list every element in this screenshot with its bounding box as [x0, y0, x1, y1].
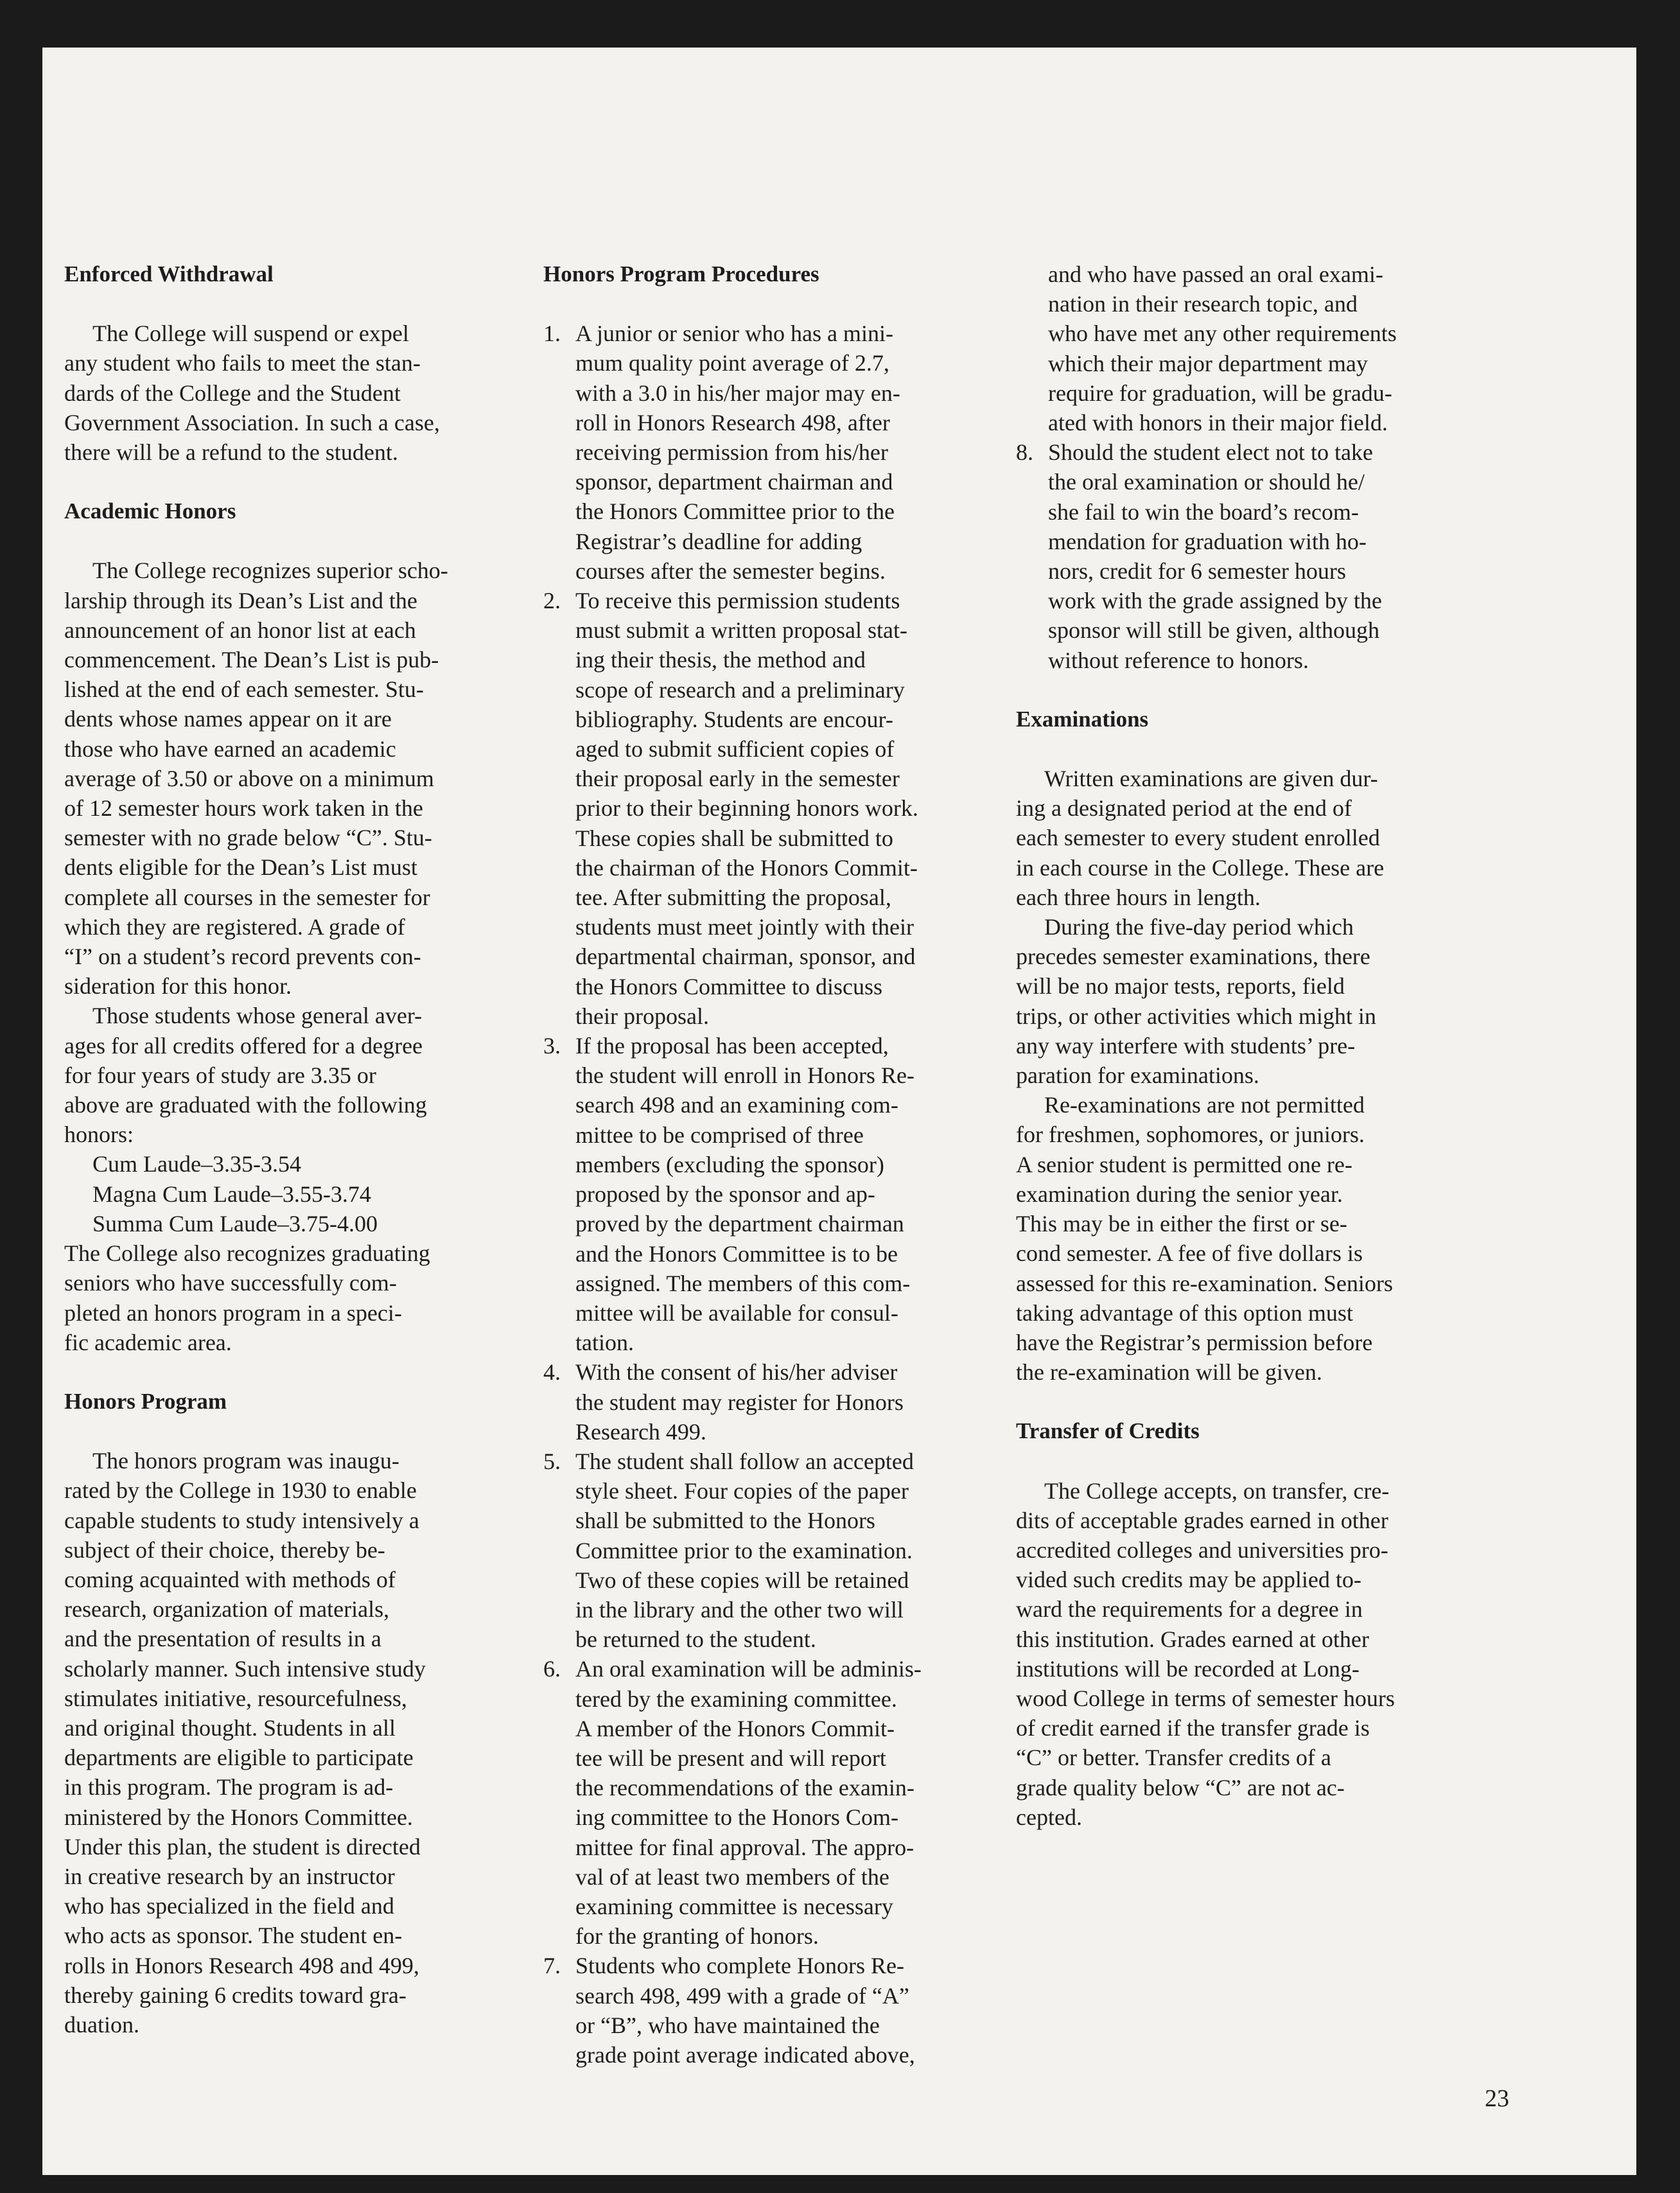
text-line: the student may register for Honors: [575, 1389, 904, 1415]
procedure-item-7-continued: [1016, 260, 1504, 437]
text-line: have the Registrar’s permission before: [1016, 1329, 1373, 1355]
procedure-number: 7.: [543, 1953, 561, 1979]
text-line: pleted an honors program in a speci-: [64, 1299, 402, 1326]
text-line: mittee will be available for consul-: [575, 1299, 898, 1326]
text-line: accredited colleges and universities pro-: [1016, 1537, 1388, 1563]
text-line: An oral examination will be adminis-: [575, 1656, 922, 1682]
text-line: “C” or better. Transfer credits of a: [1016, 1745, 1331, 1771]
text-line: precedes semester examinations, there: [1016, 944, 1370, 970]
text-line: lished at the end of each semester. Stu-: [64, 676, 424, 703]
paragraph-transfer-of-credits: [1016, 1476, 1504, 1832]
text-line: search 498, 499 with a grade of “A”: [575, 1982, 909, 2009]
text-line: sideration for this honor.: [64, 973, 292, 1000]
text-line: each three hours in length.: [1016, 884, 1261, 910]
text-line: any student who fails to meet the stan-: [64, 350, 421, 376]
text-line: To receive this permission students: [575, 588, 900, 614]
paragraph-withdrawal: [64, 319, 527, 467]
text-line: search 498 and an examining com-: [575, 1092, 898, 1118]
text-line: she fail to win the board’s recom-: [1048, 498, 1359, 525]
procedure-item-1: [543, 319, 1031, 586]
procedure-item-4: [543, 1357, 1031, 1447]
procedure-item-5: [543, 1447, 1031, 1654]
text-line: courses after the semester begins.: [575, 558, 886, 584]
text-line: Committee prior to the examination.: [575, 1537, 913, 1563]
text-line: The honors program was inaugu-: [92, 1448, 399, 1474]
text-line: scope of research and a preliminary: [575, 676, 905, 703]
text-line: in creative research by an instructor: [64, 1863, 395, 1889]
text-line: taking advantage of this option must: [1016, 1299, 1353, 1326]
text-line: the Honors Committee to discuss: [575, 973, 882, 1000]
text-line: ated with honors in their major field.: [1048, 410, 1388, 436]
text-line: ing a designated period at the end of: [1016, 795, 1352, 822]
text-line: dents eligible for the Dean’s List must: [64, 854, 417, 881]
text-line: Should the student elect not to take: [1048, 439, 1373, 466]
text-line: assessed for this re-examination. Seniors: [1016, 1270, 1393, 1296]
text-line: there will be a refund to the student.: [64, 439, 398, 466]
text-line: the recommendations of the examin-: [575, 1775, 914, 1801]
text-line: Government Association. In such a case,: [64, 409, 440, 436]
text-line: honors:: [64, 1122, 134, 1148]
text-line: With the consent of his/her adviser: [575, 1359, 898, 1386]
honor-level: Summa Cum Laude–3.75-4.00: [92, 1210, 378, 1237]
text-line: If the proposal has been accepted,: [575, 1033, 889, 1059]
text-line: announcement of an honor list at each: [64, 617, 416, 643]
text-line: This may be in either the first or se-: [1016, 1211, 1347, 1237]
text-line: cond semester. A fee of five dollars is: [1016, 1240, 1363, 1267]
text-line: Re-examinations are not permitted: [1044, 1092, 1365, 1118]
text-line: without reference to honors.: [1048, 647, 1309, 673]
text-line: their proposal early in the semester: [575, 766, 900, 792]
column-right: [1016, 260, 1504, 1832]
text-line: grade point average indicated above,: [575, 2041, 915, 2068]
text-line: style sheet. Four copies of the paper: [575, 1478, 909, 1504]
text-line: paration for examinations.: [1016, 1062, 1259, 1089]
text-line: aged to submit sufficient copies of: [575, 736, 895, 762]
text-line: proved by the department chairman: [575, 1211, 904, 1237]
text-line: mendation for graduation with ho-: [1048, 528, 1367, 554]
text-line: The College also recognizes graduating: [64, 1240, 430, 1267]
text-line: mittee for final approval. The appro-: [575, 1834, 914, 1860]
text-line: research, organization of materials,: [64, 1596, 390, 1623]
text-line: fic academic area.: [64, 1329, 232, 1355]
text-line: semester with no grade below “C”. Stu-: [64, 825, 432, 851]
text-line: the Honors Committee prior to the: [575, 498, 895, 525]
text-line: A member of the Honors Commit-: [575, 1715, 895, 1741]
text-line: for four years of study are 3.35 or: [64, 1062, 376, 1088]
text-line: rolls in Honors Research 498 and 499,: [64, 1952, 419, 1978]
text-line: sponsor, department chairman and: [575, 469, 893, 495]
text-line: scholarly manner. Such intensive study: [64, 1655, 426, 1682]
text-line: for the granting of honors.: [575, 1923, 819, 1950]
text-line: examination during the senior year.: [1016, 1181, 1343, 1207]
text-line: must submit a written proposal stat-: [575, 617, 907, 644]
text-line: who acts as sponsor. The student en-: [64, 1923, 403, 1949]
text-line: ing committee to the Honors Com-: [575, 1804, 898, 1831]
heading-enforced-withdrawal: Enforced Withdrawal: [64, 261, 274, 286]
text-line: The College recognizes superior scho-: [92, 558, 448, 584]
text-line: sponsor will still be given, although: [1048, 617, 1379, 644]
text-line: Under this plan, the student is directed: [64, 1833, 421, 1860]
text-line: departments are eligible to participate: [64, 1745, 414, 1771]
text-line: duation.: [64, 2011, 139, 2038]
text-line: Two of these copies will be retained: [575, 1567, 909, 1593]
text-line: any way interfere with students’ pre-: [1016, 1032, 1356, 1059]
text-line: shall be submitted to the Honors: [575, 1508, 875, 1534]
text-line: tered by the examining committee.: [575, 1686, 897, 1712]
text-line: The student shall follow an accepted: [575, 1448, 914, 1474]
text-line: and original thought. Students in all: [64, 1714, 396, 1741]
text-line: thereby gaining 6 credits toward gra-: [64, 1982, 407, 2008]
paragraph-five-day-period: [1016, 912, 1504, 1090]
text-line: which their major department may: [1048, 350, 1368, 376]
text-line: ages for all credits offered for a degree: [64, 1032, 423, 1059]
document-page: [42, 48, 1636, 2175]
text-line: ministered by the Honors Committee.: [64, 1804, 413, 1830]
text-line: coming acquainted with methods of: [64, 1566, 396, 1592]
text-line: require for graduation, will be gradu-: [1048, 380, 1392, 406]
paragraph-re-examinations: [1016, 1090, 1504, 1387]
heading-honors-program-procedures: Honors Program Procedures: [543, 261, 819, 286]
text-line: ward the requirements for a degree in: [1016, 1596, 1363, 1623]
text-line: above are graduated with the following: [64, 1092, 427, 1118]
text-line: this institution. Grades earned at other: [1016, 1626, 1369, 1652]
honor-levels-list: [64, 1149, 527, 1238]
text-line: students must meet jointly with their: [575, 914, 914, 940]
text-line: will be no major tests, reports, field: [1016, 973, 1345, 1000]
text-line: val of at least two members of the: [575, 1863, 889, 1890]
text-line: who has specialized in the field and: [64, 1893, 394, 1919]
text-line: trips, or other activities which might in: [1016, 1003, 1376, 1029]
text-line: institutions will be recorded at Long-: [1016, 1655, 1360, 1682]
text-line: stimulates initiative, resourcefulness,: [64, 1685, 407, 1711]
text-line: tee. After submitting the proposal,: [575, 885, 891, 911]
paragraph-deans-list: [64, 556, 527, 1001]
text-line: those who have earned an academic: [64, 735, 396, 762]
text-line: mum quality point average of 2.7,: [575, 350, 889, 376]
text-line: the oral examination or should he/: [1048, 469, 1365, 495]
procedure-text: [1048, 437, 1504, 675]
text-line: which they are registered. A grade of: [64, 913, 405, 940]
text-line: proposed by the sponsor and ap-: [575, 1181, 875, 1208]
text-line: in the library and the other two will: [575, 1596, 904, 1623]
text-line: dents whose names appear on it are: [64, 706, 392, 732]
column-left: [64, 260, 527, 2039]
text-line: tation.: [575, 1330, 634, 1356]
text-line: bibliography. Students are encour-: [575, 706, 893, 732]
procedure-item-3: [543, 1031, 1031, 1357]
text-line: “I” on a student’s record prevents con-: [64, 944, 421, 970]
text-line: for freshmen, sophomores, or juniors.: [1016, 1122, 1365, 1148]
text-line: of credit earned if the transfer grade is: [1016, 1715, 1370, 1741]
text-line: capable students to study intensively a: [64, 1507, 419, 1533]
text-line: departmental chairman, sponsor, and: [575, 944, 916, 970]
heading-academic-honors: Academic Honors: [64, 498, 236, 524]
honor-level: Magna Cum Laude–3.55-3.74: [92, 1181, 371, 1207]
text-line: ing their thesis, the method and: [575, 647, 866, 673]
text-line: dits of acceptable grades earned in other: [1016, 1507, 1388, 1533]
text-line: in each course in the College. These are: [1016, 854, 1385, 881]
text-line: and who have passed an oral exami-: [1048, 261, 1383, 287]
paragraph-written-examinations: [1016, 764, 1504, 912]
heading-examinations: Examinations: [1016, 706, 1149, 732]
text-line: receiving permission from his/her: [575, 439, 888, 466]
column-middle: [543, 260, 1031, 2070]
procedures-list: [543, 319, 1031, 2070]
procedure-number: 5.: [543, 1448, 561, 1474]
text-line: each semester to every student enrolled: [1016, 825, 1380, 851]
procedure-item-2: [543, 586, 1031, 1031]
text-line: A senior student is permitted one re-: [1016, 1151, 1352, 1177]
text-line: examining committee is necessary: [575, 1893, 893, 1919]
procedure-number: 6.: [543, 1656, 561, 1682]
text-line: The College accepts, on transfer, cre-: [1044, 1477, 1390, 1504]
text-line: members (excluding the sponsor): [575, 1151, 884, 1177]
procedure-item-8: [1016, 437, 1504, 675]
paragraph-honors-program: [64, 1446, 527, 2039]
procedure-number: 3.: [543, 1033, 561, 1059]
text-line: seniors who have successfully com-: [64, 1270, 397, 1296]
text-line: dards of the College and the Student: [64, 380, 401, 406]
text-line: the chairman of the Honors Commit-: [575, 854, 918, 881]
paragraph-graduation-honors: [64, 1001, 527, 1149]
text-line: the re-examination will be given.: [1016, 1359, 1322, 1386]
text-line: Those students whose general aver-: [92, 1003, 423, 1029]
text-line: vided such credits may be applied to-: [1016, 1567, 1361, 1593]
text-line: grade quality below “C” are not ac-: [1016, 1774, 1345, 1801]
text-line: Registrar’s deadline for adding: [575, 528, 862, 554]
text-line: Students who complete Honors Re-: [575, 1953, 904, 1979]
text-line: subject of their choice, thereby be-: [64, 1537, 385, 1563]
text-line: of 12 semester hours work taken in the: [64, 795, 423, 822]
procedure-item-6: [543, 1654, 1031, 1951]
procedure-number: 4.: [543, 1359, 561, 1386]
heading-transfer-of-credits: Transfer of Credits: [1016, 1418, 1200, 1444]
procedure-number: 8.: [1016, 439, 1033, 466]
text-line: cepted.: [1016, 1804, 1082, 1830]
honor-level: Cum Laude–3.35-3.54: [92, 1151, 301, 1177]
text-line: and the presentation of results in a: [64, 1626, 381, 1652]
text-line: During the five-day period which: [1044, 914, 1354, 940]
text-line: with a 3.0 in his/her major may en-: [575, 380, 900, 406]
paragraph-graduating-seniors: [64, 1238, 527, 1357]
text-line: be returned to the student.: [575, 1626, 816, 1653]
text-line: nors, credit for 6 semester hours: [1048, 558, 1346, 585]
text-line: average of 3.50 or above on a minimum: [64, 765, 434, 791]
text-line: or “B”, who have maintained the: [575, 2012, 880, 2038]
text-line: assigned. The members of this com-: [575, 1270, 911, 1296]
text-line: rated by the College in 1930 to enable: [64, 1477, 417, 1504]
text-line: roll in Honors Research 498, after: [575, 409, 890, 436]
procedure-number: 1.: [543, 321, 561, 347]
text-line: Written examinations are given dur-: [1044, 766, 1378, 792]
text-line: mittee to be comprised of three: [575, 1122, 864, 1148]
procedure-item-7: [543, 1951, 1031, 2070]
text-line: Research 499.: [575, 1418, 706, 1445]
text-line: The College will suspend or expel: [92, 321, 409, 347]
text-line: A junior or senior who has a mini-: [575, 321, 893, 347]
text-line: the student will enroll in Honors Re-: [575, 1062, 914, 1089]
text-line: wood College in terms of semester hours: [1016, 1685, 1395, 1711]
text-line: their proposal.: [575, 1003, 709, 1029]
text-line: commencement. The Dean’s List is pub-: [64, 647, 439, 673]
text-line: complete all courses in the semester for: [64, 884, 430, 910]
text-line: These copies shall be submitted to: [575, 825, 893, 851]
text-line: work with the grade assigned by the: [1048, 588, 1382, 614]
text-line: and the Honors Committee is to be: [575, 1240, 898, 1267]
heading-honors-program: Honors Program: [64, 1388, 227, 1414]
text-line: larship through its Dean’s List and the: [64, 587, 417, 613]
text-line: nation in their research topic, and: [1048, 291, 1358, 317]
procedure-number: 2.: [543, 588, 561, 614]
text-line: in this program. The program is ad-: [64, 1774, 394, 1801]
text-line: tee will be present and will report: [575, 1745, 886, 1771]
page-number: 23: [1485, 2085, 1509, 2112]
text-line: prior to their beginning honors work.: [575, 795, 918, 822]
text-line: who have met any other requirements: [1048, 321, 1397, 347]
